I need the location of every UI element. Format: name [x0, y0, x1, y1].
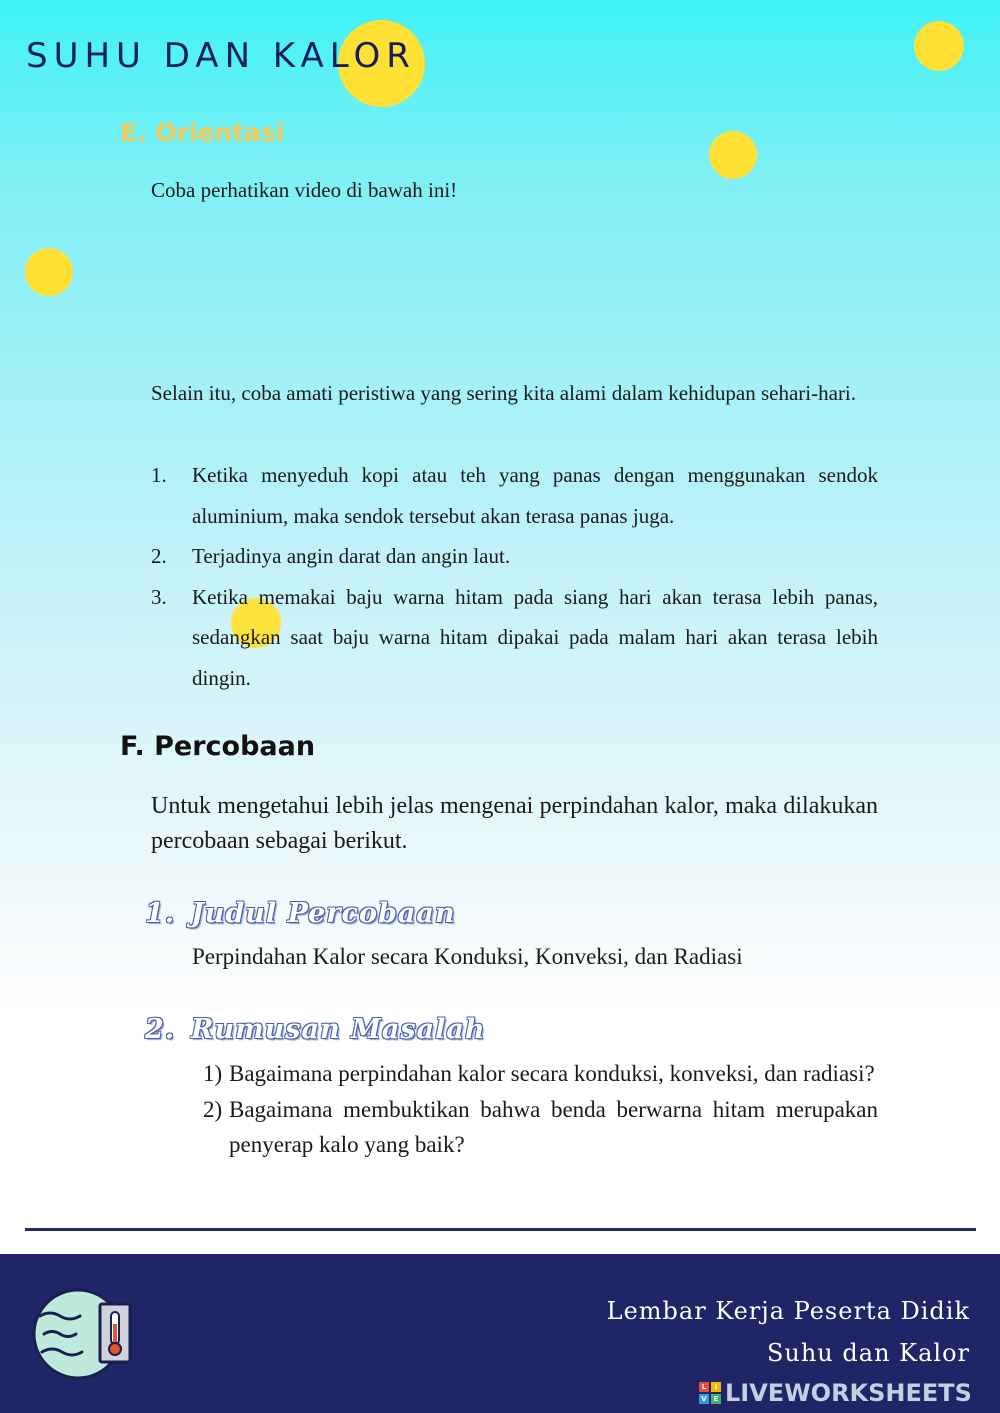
logo-letter: E [711, 1394, 721, 1404]
list-item-text: Terjadinya angin darat dan angin laut. [192, 544, 511, 568]
logo-letter: V [699, 1394, 709, 1404]
list-item-number: 1. [151, 463, 167, 487]
video-embed-area[interactable] [151, 222, 878, 362]
thermometer-globe-icon [32, 1286, 136, 1384]
list-item [151, 455, 878, 536]
logo-letter: I [711, 1382, 721, 1392]
list-item [203, 1056, 878, 1091]
orientasi-intro: Coba perhatikan video di bawah ini! [151, 178, 458, 202]
footer-title-line2: Suhu dan Kalor [766, 1339, 970, 1367]
subheading-rumusan-masalah [145, 1014, 485, 1045]
list-item-number: 2. [151, 544, 167, 568]
section-heading-orientasi: E. Orientasi [120, 118, 285, 147]
logo-letter: L [699, 1382, 709, 1392]
liveworksheets-watermark[interactable] [699, 1380, 972, 1406]
observe-paragraph: Selain itu, coba amati peristiwa yang sering kita alami dalam kehidupan sehari-hari. [151, 381, 857, 405]
percobaan-intro: Untuk mengetahui lebih jelas mengenai perpindahan kalor, maka dilakukan percobaan sebagai berikut. [151, 793, 878, 854]
list-item-text: Ketika menyeduh kopi atau teh yang panas dengan menggunakan sendok aluminium, maka sendok tersebut akan terasa panas juga. [192, 463, 878, 528]
subheading-number: 1. [145, 898, 176, 929]
subheading-judul-percobaan [145, 898, 456, 929]
list-item [151, 536, 878, 577]
page-title: SUHU DAN KALOR [26, 36, 416, 76]
rumusan-masalah-list [203, 1056, 878, 1163]
list-item-number: 1) [203, 1061, 223, 1086]
list-item [151, 577, 878, 699]
list-item [203, 1092, 878, 1162]
list-item-text: Bagaimana perpindahan kalor secara konduksi, konveksi, dan radiasi? [229, 1061, 875, 1086]
divider [25, 1228, 976, 1231]
footer-title-line1: Lembar Kerja Peserta Didik [606, 1297, 970, 1325]
section-heading-percobaan: F. Percobaan [120, 731, 316, 762]
list-item-text: Ketika memakai baju warna hitam pada siang hari akan terasa lebih panas, sedangkan saat baju warna hitam dipakai pada malam hari akan terasa lebih dingin. [192, 584, 878, 690]
list-item-text: Bagaimana membuktikan bahwa benda berwarna hitam merupakan penyerap kalo yang baik? [229, 1097, 878, 1157]
phenomena-list [151, 455, 878, 698]
liveworksheets-logo-icon [699, 1382, 721, 1404]
subheading-number: 2. [145, 1014, 176, 1045]
decor-dot [914, 21, 964, 71]
list-item-number: 2) [203, 1097, 223, 1122]
judul-percobaan-text: Perpindahan Kalor secara Konduksi, Konveksi, dan Radiasi [192, 944, 743, 969]
subheading-text: Rumusan Masalah [191, 1014, 486, 1045]
subheading-text: Judul Percobaan [191, 898, 456, 929]
list-item-number: 3. [151, 584, 167, 609]
watermark-text: LIVEWORKSHEETS [725, 1379, 972, 1407]
decor-dot [25, 248, 73, 296]
